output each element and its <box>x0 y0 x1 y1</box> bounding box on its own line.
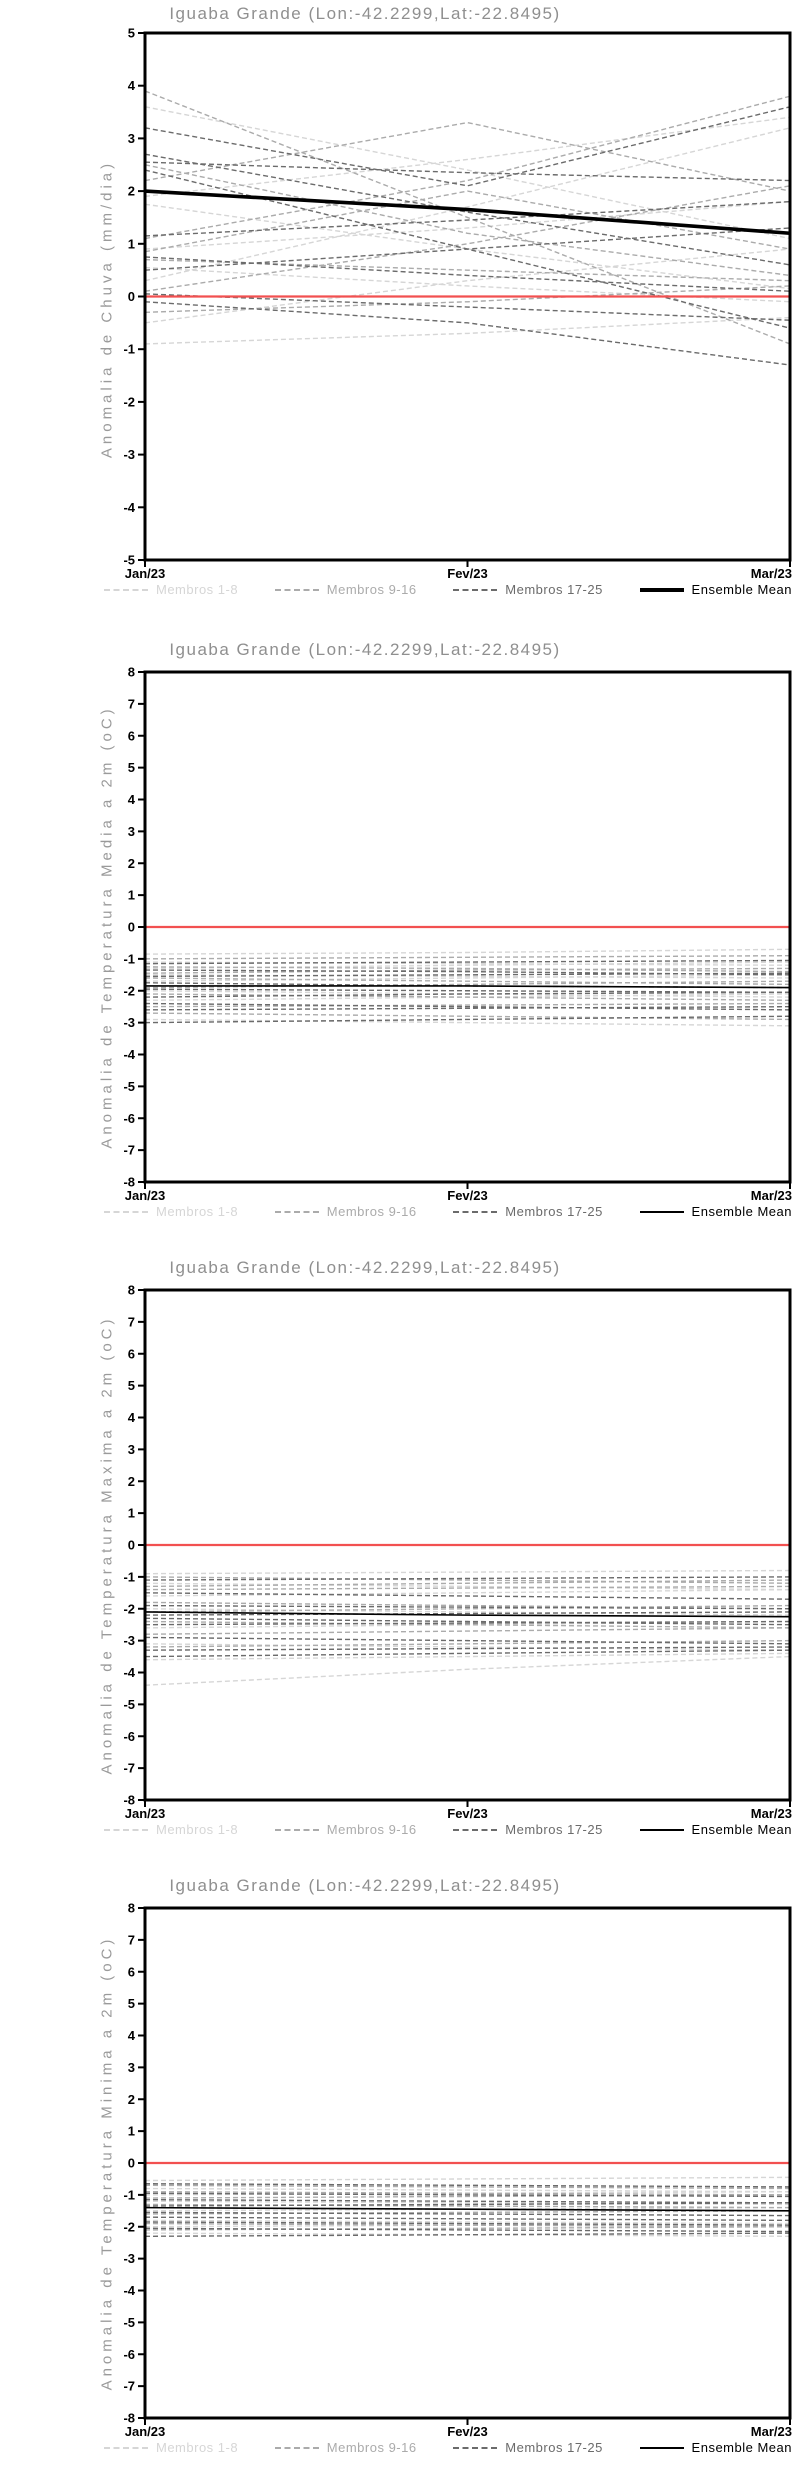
svg-text:Jan/23: Jan/23 <box>124 566 166 581</box>
svg-text:3: 3 <box>127 1441 135 1457</box>
svg-text:-5: -5 <box>123 552 135 568</box>
legend-label: Ensemble Mean <box>691 582 792 597</box>
dashed-line-icon <box>104 2447 148 2449</box>
svg-text:Mar/23: Mar/23 <box>750 566 792 581</box>
svg-text:7: 7 <box>127 1932 135 1948</box>
svg-text:Mar/23: Mar/23 <box>750 1188 792 1203</box>
chart-legend <box>104 1822 792 1837</box>
svg-text:Fev/23: Fev/23 <box>447 566 488 581</box>
legend-label: Membros 9-16 <box>326 1822 417 1837</box>
svg-text:-6: -6 <box>123 1110 135 1126</box>
svg-text:6: 6 <box>127 728 135 744</box>
svg-text:-7: -7 <box>123 1760 135 1776</box>
svg-text:Jan/23: Jan/23 <box>124 2424 166 2439</box>
svg-text:8: 8 <box>127 1900 135 1916</box>
chart-legend <box>104 1204 792 1219</box>
svg-text:-5: -5 <box>123 2314 135 2330</box>
legend-label: Ensemble Mean <box>691 1822 792 1837</box>
dashed-line-icon <box>453 589 497 591</box>
svg-text:8: 8 <box>127 664 135 680</box>
legend-label: Membros 1-8 <box>156 1822 239 1837</box>
svg-text:0: 0 <box>127 289 135 304</box>
legend-entry-ensemble-mean <box>640 1822 792 1837</box>
svg-text:-8: -8 <box>123 1792 135 1808</box>
legend-label: Membros 17-25 <box>505 1204 603 1219</box>
svg-text:-3: -3 <box>123 447 135 463</box>
svg-text:0: 0 <box>127 919 135 935</box>
y-axis-label: Anomalia de Temperatura Media a 2m (oC) <box>98 705 116 1149</box>
legend-entry-members-9-16 <box>275 582 417 597</box>
legend-entry-members-1-8 <box>104 2440 238 2455</box>
legend-label: Membros 1-8 <box>156 2440 239 2455</box>
svg-text:-4: -4 <box>123 1665 135 1680</box>
svg-text:4: 4 <box>127 78 135 94</box>
legend-entry-ensemble-mean <box>640 1204 792 1219</box>
dashed-line-icon <box>453 2447 497 2449</box>
svg-text:1: 1 <box>127 236 135 252</box>
svg-text:7: 7 <box>127 1314 135 1330</box>
solid-line-icon <box>640 2447 684 2449</box>
legend-entry-members-1-8 <box>104 1204 238 1219</box>
svg-text:3: 3 <box>127 130 135 146</box>
svg-text:-2: -2 <box>123 394 135 410</box>
svg-text:-3: -3 <box>123 2251 135 2267</box>
dashed-line-icon <box>275 589 319 591</box>
dashed-line-icon <box>104 1211 148 1213</box>
plot-area <box>0 1236 800 1854</box>
legend-label: Ensemble Mean <box>691 1204 792 1219</box>
svg-text:8: 8 <box>127 1282 135 1298</box>
svg-text:4: 4 <box>127 1410 135 1425</box>
chart-title: Iguaba Grande (Lon:-42.2299,Lat:-22.8495) <box>169 4 561 23</box>
legend-label: Membros 9-16 <box>326 582 417 597</box>
svg-text:6: 6 <box>127 1346 135 1362</box>
svg-text:6: 6 <box>127 1964 135 1980</box>
dashed-line-icon <box>104 589 148 591</box>
svg-text:Fev/23: Fev/23 <box>447 2424 488 2439</box>
svg-text:-4: -4 <box>123 499 135 515</box>
svg-text:Jan/23: Jan/23 <box>124 1806 166 1821</box>
svg-text:-8: -8 <box>123 1174 135 1190</box>
svg-text:2: 2 <box>127 2091 135 2107</box>
svg-text:Jan/23: Jan/23 <box>124 1188 166 1203</box>
svg-text:-1: -1 <box>123 2187 135 2203</box>
svg-text:-1: -1 <box>123 341 135 357</box>
chart-panel-precipitation <box>0 0 800 618</box>
legend-entry-members-9-16 <box>275 1822 417 1837</box>
legend-entry-members-17-25 <box>453 1204 603 1219</box>
svg-text:1: 1 <box>127 887 135 903</box>
svg-text:5: 5 <box>127 1378 135 1394</box>
chart-legend <box>104 582 792 597</box>
dashed-line-icon <box>275 2447 319 2449</box>
svg-text:-1: -1 <box>123 951 135 967</box>
legend-entry-members-17-25 <box>453 1822 603 1837</box>
legend-entry-members-1-8 <box>104 1822 238 1837</box>
svg-text:Fev/23: Fev/23 <box>447 1806 488 1821</box>
solid-line-icon <box>640 1211 684 1213</box>
legend-label: Membros 17-25 <box>505 582 603 597</box>
svg-text:-5: -5 <box>123 1696 135 1712</box>
legend-entry-ensemble-mean <box>640 582 792 597</box>
y-axis-label: Anomalia de Chuva (mm/dia) <box>98 159 116 459</box>
svg-text:0: 0 <box>127 2155 135 2171</box>
svg-text:-4: -4 <box>123 2283 135 2298</box>
svg-text:5: 5 <box>127 1996 135 2012</box>
svg-text:4: 4 <box>127 792 135 807</box>
dashed-line-icon <box>453 1211 497 1213</box>
legend-label: Membros 1-8 <box>156 1204 239 1219</box>
y-axis-label: Anomalia de Temperatura Maxima a 2m (oC) <box>98 1315 116 1775</box>
svg-text:1: 1 <box>127 2123 135 2139</box>
svg-text:-8: -8 <box>123 2410 135 2426</box>
legend-entry-ensemble-mean <box>640 2440 792 2455</box>
chart-panel-mean-temperature <box>0 618 800 1236</box>
legend-entry-members-17-25 <box>453 2440 603 2455</box>
solid-line-icon <box>640 1829 684 1831</box>
svg-text:2: 2 <box>127 183 135 199</box>
svg-text:-1: -1 <box>123 1569 135 1585</box>
legend-label: Membros 9-16 <box>326 2440 417 2455</box>
svg-text:-6: -6 <box>123 2346 135 2362</box>
svg-text:-6: -6 <box>123 1728 135 1744</box>
dashed-line-icon <box>275 1829 319 1831</box>
svg-text:-4: -4 <box>123 1047 135 1062</box>
legend-entry-members-17-25 <box>453 582 603 597</box>
legend-label: Membros 9-16 <box>326 1204 417 1219</box>
svg-text:-7: -7 <box>123 1142 135 1158</box>
svg-text:1: 1 <box>127 1505 135 1521</box>
dashed-line-icon <box>453 1829 497 1831</box>
svg-text:-2: -2 <box>123 1601 135 1617</box>
chart-panel-min-temperature <box>0 1854 800 2472</box>
plot-area <box>0 0 800 618</box>
chart-legend <box>104 2440 792 2455</box>
svg-text:3: 3 <box>127 2059 135 2075</box>
dashed-line-icon <box>275 1211 319 1213</box>
legend-label: Membros 1-8 <box>156 582 239 597</box>
legend-entry-members-9-16 <box>275 1204 417 1219</box>
svg-text:-2: -2 <box>123 2219 135 2235</box>
legend-label: Ensemble Mean <box>691 2440 792 2455</box>
legend-entry-members-9-16 <box>275 2440 417 2455</box>
svg-text:Mar/23: Mar/23 <box>750 1806 792 1821</box>
chart-title: Iguaba Grande (Lon:-42.2299,Lat:-22.8495) <box>169 1258 561 1277</box>
svg-text:Fev/23: Fev/23 <box>447 1188 488 1203</box>
svg-text:0: 0 <box>127 1537 135 1553</box>
chart-title: Iguaba Grande (Lon:-42.2299,Lat:-22.8495) <box>169 1876 561 1895</box>
y-axis-label: Anomalia de Temperatura Minima a 2m (oC) <box>98 1935 116 2391</box>
svg-text:2: 2 <box>127 855 135 871</box>
svg-text:-3: -3 <box>123 1633 135 1649</box>
solid-line-icon <box>640 588 684 592</box>
svg-text:-3: -3 <box>123 1015 135 1031</box>
dashed-line-icon <box>104 1829 148 1831</box>
svg-text:4: 4 <box>127 2028 135 2043</box>
svg-text:5: 5 <box>127 760 135 776</box>
svg-text:2: 2 <box>127 1473 135 1489</box>
plot-area <box>0 1854 800 2472</box>
svg-text:Mar/23: Mar/23 <box>750 2424 792 2439</box>
svg-text:-2: -2 <box>123 983 135 999</box>
legend-label: Membros 17-25 <box>505 1822 603 1837</box>
chart-title: Iguaba Grande (Lon:-42.2299,Lat:-22.8495) <box>169 640 561 659</box>
svg-text:3: 3 <box>127 823 135 839</box>
chart-panel-max-temperature <box>0 1236 800 1854</box>
legend-entry-members-1-8 <box>104 582 238 597</box>
plot-area <box>0 618 800 1236</box>
svg-text:-5: -5 <box>123 1078 135 1094</box>
svg-text:-7: -7 <box>123 2378 135 2394</box>
svg-text:7: 7 <box>127 696 135 712</box>
legend-label: Membros 17-25 <box>505 2440 603 2455</box>
svg-text:5: 5 <box>127 25 135 41</box>
